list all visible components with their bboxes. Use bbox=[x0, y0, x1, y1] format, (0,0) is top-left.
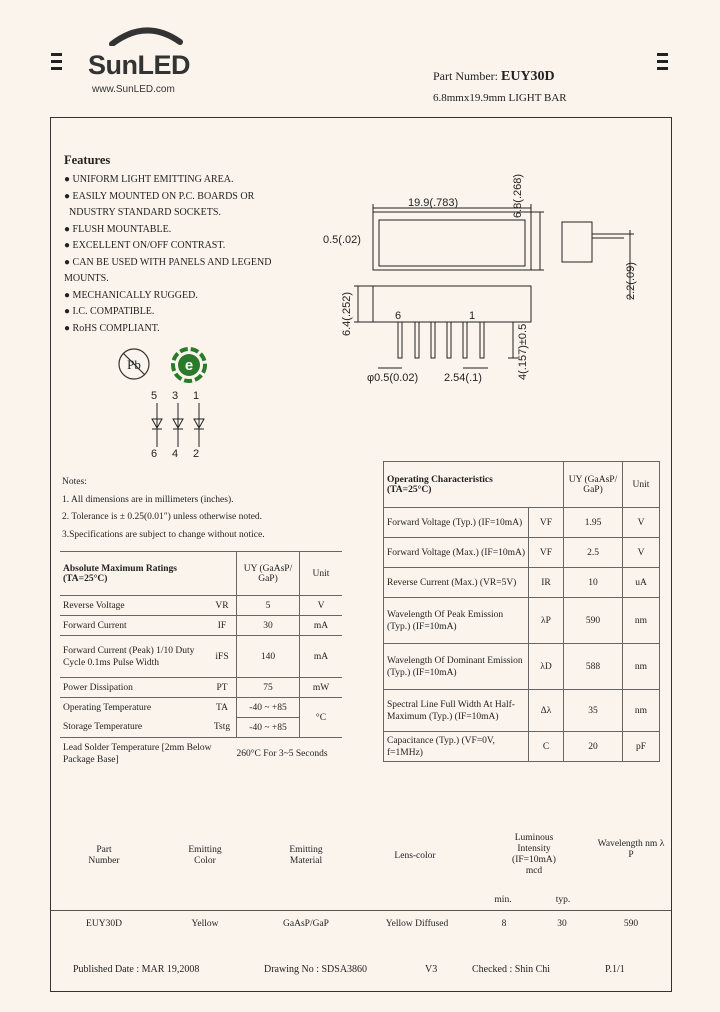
table-row: Reverse Voltage VR 5 V bbox=[60, 596, 342, 616]
feature-item: NDUSTRY STANDARD SOCKETS. bbox=[69, 207, 221, 218]
abs-max-table bbox=[60, 551, 342, 770]
feature-item: ● I.C. COMPATIBLE. bbox=[64, 306, 155, 317]
op-char-col-unit: Unit bbox=[623, 462, 660, 508]
pin-label: 6 bbox=[151, 448, 158, 460]
dim-lead-dia: φ0.5(0.02) bbox=[367, 372, 419, 384]
col-lens-color: Lens-color bbox=[394, 851, 436, 861]
brand-logo: SunLED bbox=[88, 50, 190, 80]
dim-pitch: 2.54(.1) bbox=[444, 372, 482, 384]
lead-free-icon bbox=[116, 346, 152, 382]
features-title: Features bbox=[64, 153, 111, 167]
table-row: Forward Current IF 30 mA bbox=[60, 616, 342, 636]
rohs-e-text: e bbox=[184, 357, 194, 374]
feature-item: MOUNTS. bbox=[64, 273, 109, 284]
col-emitting-material: Emitting Material bbox=[289, 845, 323, 866]
features-section bbox=[64, 153, 324, 337]
features-list bbox=[64, 172, 324, 337]
footer-drawing: Drawing No : SDSA3860 bbox=[264, 964, 368, 975]
table-row: Forward Current (Peak) 1/10 Duty Cycle 0.1ms Pulse Width iFS 140 mA bbox=[60, 636, 342, 678]
op-char-table bbox=[383, 461, 660, 762]
note-item: 3.Specifications are subject to change without notice. bbox=[62, 529, 265, 540]
table-divider bbox=[51, 910, 671, 911]
table-row: Forward Voltage (Typ.) (IF=10mA) VF 1.95 V bbox=[384, 508, 660, 538]
logo-arc-icon bbox=[108, 24, 184, 46]
lead-free-text: Pb bbox=[127, 357, 141, 372]
rohs-e-icon bbox=[170, 346, 208, 384]
dim-body-height: 6.4(.252) bbox=[341, 291, 353, 336]
package-outline-drawing bbox=[318, 190, 648, 390]
drawing-pin6: 6 bbox=[395, 310, 402, 322]
feature-item: ● UNIFORM LIGHT EMITTING AREA. bbox=[64, 174, 234, 185]
circuit-diodes-icon bbox=[148, 403, 210, 447]
dim-width: 19.9(.783) bbox=[408, 197, 459, 209]
feature-item: ● EXCELLENT ON/OFF CONTRAST. bbox=[64, 240, 226, 251]
abs-max-col-unit: Unit bbox=[300, 552, 343, 596]
op-char-title-cell: Operating Characteristics (TA=25°C) bbox=[384, 462, 564, 508]
table-row: Reverse Current (Max.) (VR=5V) IR 10 uA bbox=[384, 568, 660, 598]
feature-item: ● FLUSH MOUNTABLE. bbox=[64, 223, 172, 235]
table-row: Capacitance (Typ.) (VF=0V, f=1MHz) C 20 pF bbox=[384, 732, 660, 762]
part-number: EUY30D bbox=[501, 69, 555, 84]
row-wave: 590 bbox=[623, 919, 639, 929]
pin-label: 4 bbox=[172, 448, 179, 460]
feature-item: ● EASILY MOUNTED ON P.C. BOARDS OR bbox=[64, 190, 255, 202]
feature-item: ● RoHS COMPLIANT. bbox=[64, 322, 160, 334]
footer-published: Published Date : MAR 19,2008 bbox=[73, 964, 200, 975]
dim-lead-length: 4(.157)±0.5 bbox=[517, 323, 529, 380]
col-typ: typ. bbox=[555, 895, 571, 905]
op-char-col-part: UY (GaAsP/ GaP) bbox=[564, 462, 623, 508]
row-color: Yellow bbox=[191, 919, 219, 929]
dim-height: 6.8(.268) bbox=[512, 173, 524, 218]
note-item: 1. All dimensions are in millimeters (inches). bbox=[62, 494, 234, 505]
footer-page: P.1/1 bbox=[605, 964, 625, 975]
company-url[interactable]: www.SunLED.com bbox=[92, 84, 175, 95]
table-row: Wavelength Of Peak Emission (Typ.) (IF=10mA) λP 590 nm bbox=[384, 598, 660, 644]
table-row: Forward Voltage (Max.) (IF=10mA) VF 2.5 V bbox=[384, 538, 660, 568]
registration-mark-right bbox=[657, 53, 668, 74]
feature-item: ● CAN BE USED WITH PANELS AND LEGEND bbox=[64, 256, 272, 268]
table-row: Storage Temperature Tstg -40 ~ +85 bbox=[60, 718, 342, 738]
pin-label: 5 bbox=[151, 390, 158, 402]
registration-mark-left bbox=[51, 53, 62, 74]
col-wavelength: Wavelength nm λ P bbox=[597, 839, 665, 860]
pin-label: 3 bbox=[172, 390, 179, 402]
table-row: Lead Solder Temperature [2mm Below Package Base] 260°C For 3~5 Seconds bbox=[60, 738, 342, 770]
drawing-pin1: 1 bbox=[469, 310, 476, 322]
table-row: Power Dissipation PT 75 mW bbox=[60, 678, 342, 698]
row-material: GaAsP/GaP bbox=[283, 919, 329, 929]
table-row: Wavelength Of Dominant Emission (Typ.) (IF=10mA) λD 588 nm bbox=[384, 644, 660, 690]
notes-title: Notes: bbox=[62, 477, 87, 487]
table-row: Operating Temperature TA -40 ~ +85 °C bbox=[60, 698, 342, 718]
abs-max-col-part: UY (GaAsP/ GaP) bbox=[237, 552, 300, 596]
part-number-header bbox=[433, 69, 555, 85]
dim-side: 2.2(.09) bbox=[625, 262, 637, 300]
abs-max-title-cell: Absolute Maximum Ratings (TA=25°C) bbox=[60, 552, 237, 596]
row-typ: 30 bbox=[557, 919, 567, 929]
footer-checked: Checked : Shin Chi bbox=[472, 964, 551, 975]
notes-section bbox=[62, 474, 265, 544]
part-number-label: Part Number: bbox=[433, 69, 498, 83]
product-subtitle: 6.8mmx19.9mm LIGHT BAR bbox=[433, 92, 567, 104]
col-part-number: Part Number bbox=[88, 845, 120, 866]
temp-unit-cell: °C bbox=[300, 698, 343, 738]
pin-label: 1 bbox=[193, 390, 200, 402]
row-lens: Yellow Diffused bbox=[385, 919, 449, 929]
col-luminous-intensity: Luminous Intensity (IF=10mA) mcd bbox=[512, 833, 556, 876]
note-item: 2. Tolerance is ± 0.25(0.01") unless otherwise noted. bbox=[62, 512, 263, 522]
footer-version: V3 bbox=[425, 964, 438, 975]
row-min: 8 bbox=[501, 919, 507, 929]
dim-offset: 0.5(.02) bbox=[323, 234, 361, 246]
row-part: EUY30D bbox=[86, 919, 122, 929]
col-emitting-color: Emitting Color bbox=[188, 845, 222, 866]
feature-item: ● MECHANICALLY RUGGED. bbox=[64, 289, 198, 301]
table-row: Spectral Line Full Width At Half-Maximum (Typ.) (IF=10mA) Δλ 35 nm bbox=[384, 690, 660, 732]
pin-label: 2 bbox=[193, 448, 200, 460]
col-min: min. bbox=[494, 895, 512, 905]
